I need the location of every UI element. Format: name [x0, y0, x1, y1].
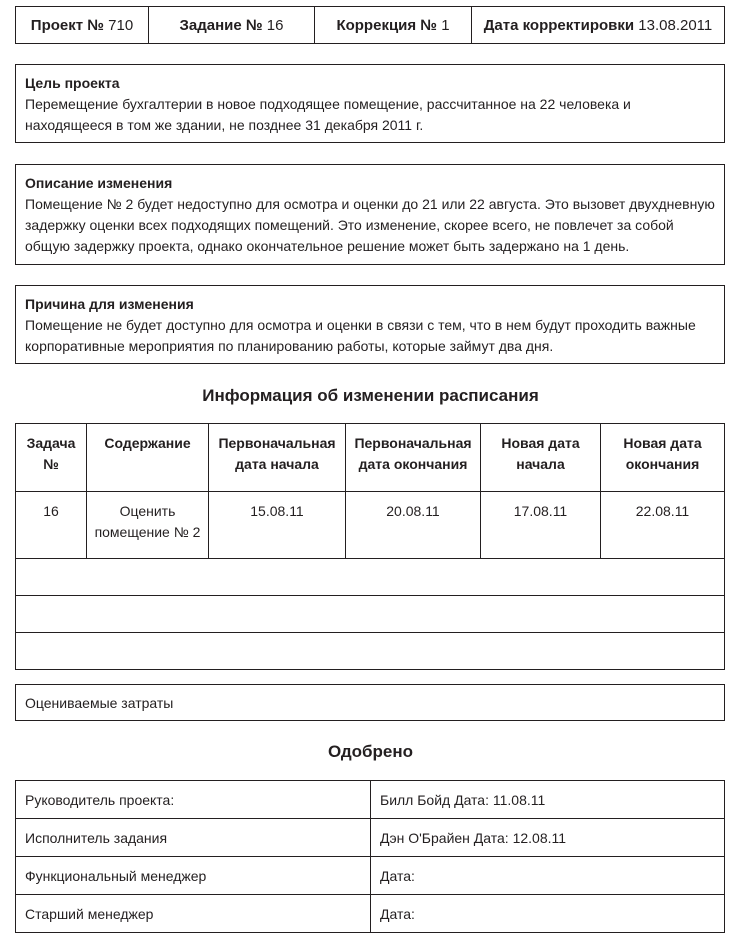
correction-date-label: Дата корректировки	[483, 16, 635, 34]
correction-date-value: 13.08.2011	[638, 16, 713, 34]
correction-date-cell	[472, 7, 725, 44]
change-section	[15, 164, 725, 265]
goal-section	[15, 64, 725, 143]
schedule-header-row	[16, 424, 725, 492]
schedule-title: Информация об изменении расписания	[202, 386, 539, 405]
approval-value: Дэн О'Брайен Дата: 12.08.11	[371, 819, 725, 857]
table-row	[16, 492, 725, 559]
header-table	[15, 6, 725, 44]
task-number-cell	[149, 7, 315, 44]
approval-role: Руководитель проекта:	[16, 781, 371, 819]
approval-role: Старший менеджер	[16, 895, 371, 933]
empty-row	[16, 633, 725, 670]
task-value: 16	[266, 16, 284, 34]
table-cell: 16	[16, 492, 87, 559]
reason-text: Помещение не будет доступно для осмотра и оценки в связи с тем, что в нем будут проходить важные корпоративные мероприятия по планированию работы, которые займут два дня.	[25, 317, 696, 354]
project-value: 710	[108, 16, 134, 34]
task-label: Задание №	[179, 16, 263, 34]
project-label: Проект №	[30, 16, 104, 34]
approval-title: Одобрено	[328, 742, 413, 761]
goal-title: Цель проекта	[25, 75, 120, 91]
goal-text: Перемещение бухгалтерии в новое подходящее помещение, рассчитанное на 22 человека и находящееся в том же здании, не позднее 31 декабря 2011 г.	[25, 96, 631, 133]
table-cell: 22.08.11	[601, 492, 725, 559]
column-header: Первоначальная дата окончания	[346, 424, 481, 492]
reason-title: Причина для изменения	[25, 296, 194, 312]
empty-cell	[16, 596, 725, 633]
approval-row	[16, 895, 725, 933]
approval-value: Дата:	[371, 857, 725, 895]
column-header: Первоначальная дата начала	[209, 424, 346, 492]
approval-row	[16, 857, 725, 895]
change-text: Помещение № 2 будет недоступно для осмотра и оценки до 21 или 22 августа. Это вызовет двухдневную задержку оценки всех подходящих помещений. Это изменение, скорее всего, не повлечет за собой общую задержку проекта, однако окончательное решение может быть задержано на 1 день.	[25, 196, 715, 254]
column-header: Новая дата начала	[481, 424, 601, 492]
schedule-table	[15, 423, 725, 670]
project-number-cell	[16, 7, 149, 44]
approval-role: Исполнитель задания	[16, 819, 371, 857]
approval-row	[16, 781, 725, 819]
reason-section	[15, 285, 725, 364]
table-cell: 20.08.11	[346, 492, 481, 559]
estimated-costs-box	[15, 684, 725, 721]
table-cell: 17.08.11	[481, 492, 601, 559]
column-header: Задача №	[16, 424, 87, 492]
change-title: Описание изменения	[25, 175, 173, 191]
empty-row	[16, 596, 725, 633]
approval-value: Дата:	[371, 895, 725, 933]
correction-label: Коррекция №	[336, 16, 438, 34]
column-header: Содержание	[87, 424, 209, 492]
empty-cell	[16, 633, 725, 670]
correction-number-cell	[315, 7, 472, 44]
approval-row	[16, 819, 725, 857]
table-cell: 15.08.11	[209, 492, 346, 559]
correction-value: 1	[441, 16, 450, 34]
approval-role: Функциональный менеджер	[16, 857, 371, 895]
empty-row	[16, 559, 725, 596]
empty-cell	[16, 559, 725, 596]
table-cell: Оценить помещение № 2	[87, 492, 209, 559]
approval-value: Билл Бойд Дата: 11.08.11	[371, 781, 725, 819]
estimated-costs-label: Оцениваемые затраты	[25, 694, 174, 711]
approval-table	[15, 780, 725, 933]
column-header: Новая дата окончания	[601, 424, 725, 492]
